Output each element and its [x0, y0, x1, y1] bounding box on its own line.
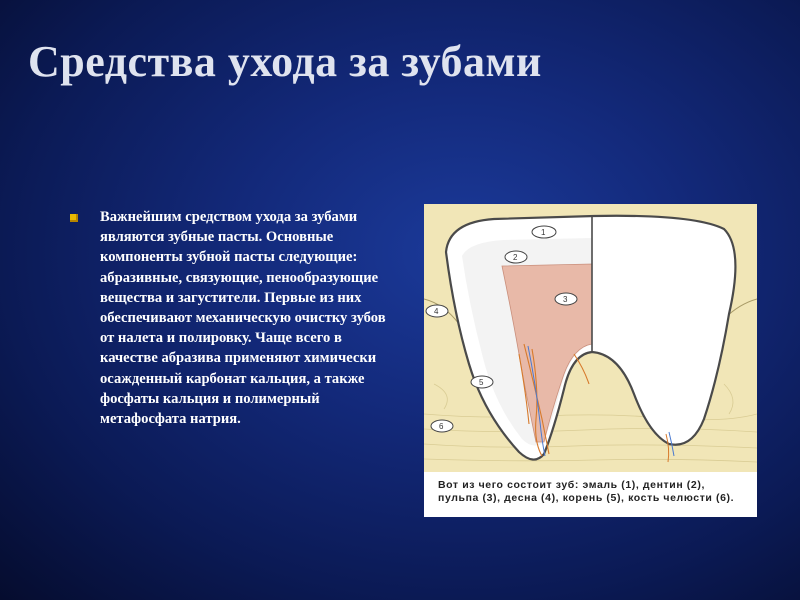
svg-text:2: 2 [513, 253, 518, 262]
bullet-list [70, 207, 400, 429]
square-bullet-icon [70, 214, 78, 222]
figure-caption: Вот из чего состоит зуб: эмаль (1), дентин (2), пульпа (3), десна (4), корень (5), кость челюсти (6). [438, 479, 735, 504]
label-4 [426, 305, 448, 317]
svg-text:1: 1 [541, 228, 546, 237]
label-3 [555, 293, 577, 305]
svg-text:3: 3 [563, 295, 568, 304]
label-5 [471, 376, 493, 388]
svg-text:6: 6 [439, 422, 444, 431]
tooth-diagram-figure [424, 204, 757, 517]
tooth-diagram [424, 204, 757, 517]
slide-title: Средства ухода за зубами [28, 37, 542, 86]
label-1 [532, 226, 556, 238]
bullet-text: Важнейшим средством ухода за зубами являются зубные пасты. Основные компоненты зубной пасты следующие: абразивные, связующие, пенообразующие вещества и загустители. Первые из них обеспечивают механическую очистку зубов от налета и полировку. Чаще всего в качестве абразива применяют химически осажденный карбонат кальция, а также фосфаты кальция и полимерный метафосфата натрия. [100, 209, 386, 428]
label-2 [505, 251, 527, 263]
svg-text:5: 5 [479, 378, 484, 387]
label-6 [431, 420, 453, 432]
svg-text:4: 4 [434, 307, 439, 316]
